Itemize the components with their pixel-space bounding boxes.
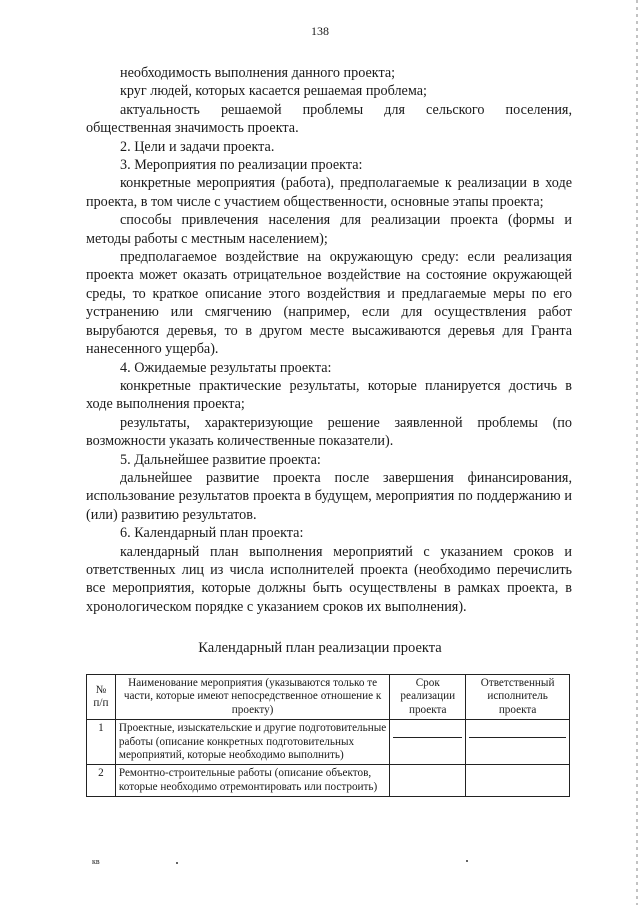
header-activity-name: Наименование мероприятия (указываются только те части, которые имеют непосредственное отношение к проекту) — [115, 675, 389, 720]
row-term — [390, 765, 466, 797]
row-activity-name: Проектные, изыскательские и другие подготовительные работы (описание конкретных подготовительных мероприятий, которые необходимо выполнить) — [115, 720, 389, 765]
table-row — [87, 765, 570, 797]
paragraph: способы привлечения населения для реализации проекта (формы и методы работы с местным населением); — [86, 212, 572, 247]
paragraph: актуальность решаемой проблемы для сельского поселения, общественная значимость проекта. — [86, 101, 572, 137]
row-number: 2 — [87, 765, 116, 797]
paragraph: дальнейшее развитие проекта после завершения финансирования, использование результатов проекта в будущем, мероприятия по поддержанию и (или) развитию результатов. — [86, 469, 572, 523]
row-term-cell — [390, 720, 466, 765]
paragraph: предполагаемое воздействие на окружающую среду: если реализация проекта может оказать отрицательное воздействие на состояние окружающей среды, то краткое описание этого воздействия и предлагаемые меры по его устранению или смягчению (например, если для осуществления работ вырубаются деревья, то в другом месте высаживаются деревья для Гранта нанесенного ущерба). — [86, 249, 572, 358]
section-heading: 5. Дальнейшее развитие проекта: — [120, 451, 321, 468]
header-responsible: Ответственный исполнитель проекта — [466, 675, 570, 720]
body-text — [86, 64, 572, 616]
paragraph: конкретные мероприятия (работа), предполагаемые к реализации в ходе проекта, в том числе с участием общественности, основные этапы проекта; — [86, 175, 572, 210]
table-title: Календарный план реализации проекта — [198, 640, 442, 656]
table-header-row — [87, 675, 570, 720]
row-responsible-cell — [466, 720, 570, 765]
scan-speck — [466, 860, 468, 862]
paragraph: конкретные практические результаты, которые планируется достичь в ходе выполнения проекта; — [86, 377, 572, 413]
section-heading: 6. Календарный план проекта: — [120, 525, 304, 542]
section-heading: 4. Ожидаемые результаты проекта: — [120, 359, 332, 376]
calendar-plan-table — [86, 674, 570, 797]
paragraph: результаты, характеризующие решение заявленной проблемы (по возможности указать количественные показатели). — [86, 414, 572, 450]
header-term: Срок реализации проекта — [390, 675, 466, 720]
scan-speck — [176, 862, 178, 864]
section-heading: 3. Мероприятия по реализации проекта: — [120, 157, 363, 174]
footer-mark: кв — [92, 857, 100, 866]
row-responsible — [466, 765, 570, 797]
table-row — [87, 720, 570, 765]
page-number: 138 — [311, 24, 329, 38]
header-number: № п/п — [87, 675, 116, 720]
paragraph: необходимость выполнения данного проекта; — [120, 65, 396, 81]
scan-edge — [636, 0, 638, 905]
paragraph: круг людей, которых касается решаемая проблема; — [120, 83, 427, 100]
paragraph: календарный план выполнения мероприятий с указанием сроков и ответственных лиц из числа исполнителей проекта (необходимо перечислить все мероприятия, которые должны быть осуществлены в рамках проекта, в хронологическом порядке с указанием сроков их выполнения). — [86, 543, 572, 615]
section-heading: 2. Цели и задачи проекта. — [120, 138, 275, 155]
row-activity-name: Ремонтно-строительные работы (описание объектов, которые необходимо отремонтировать или построить) — [115, 765, 389, 797]
row-number: 1 — [87, 720, 116, 765]
